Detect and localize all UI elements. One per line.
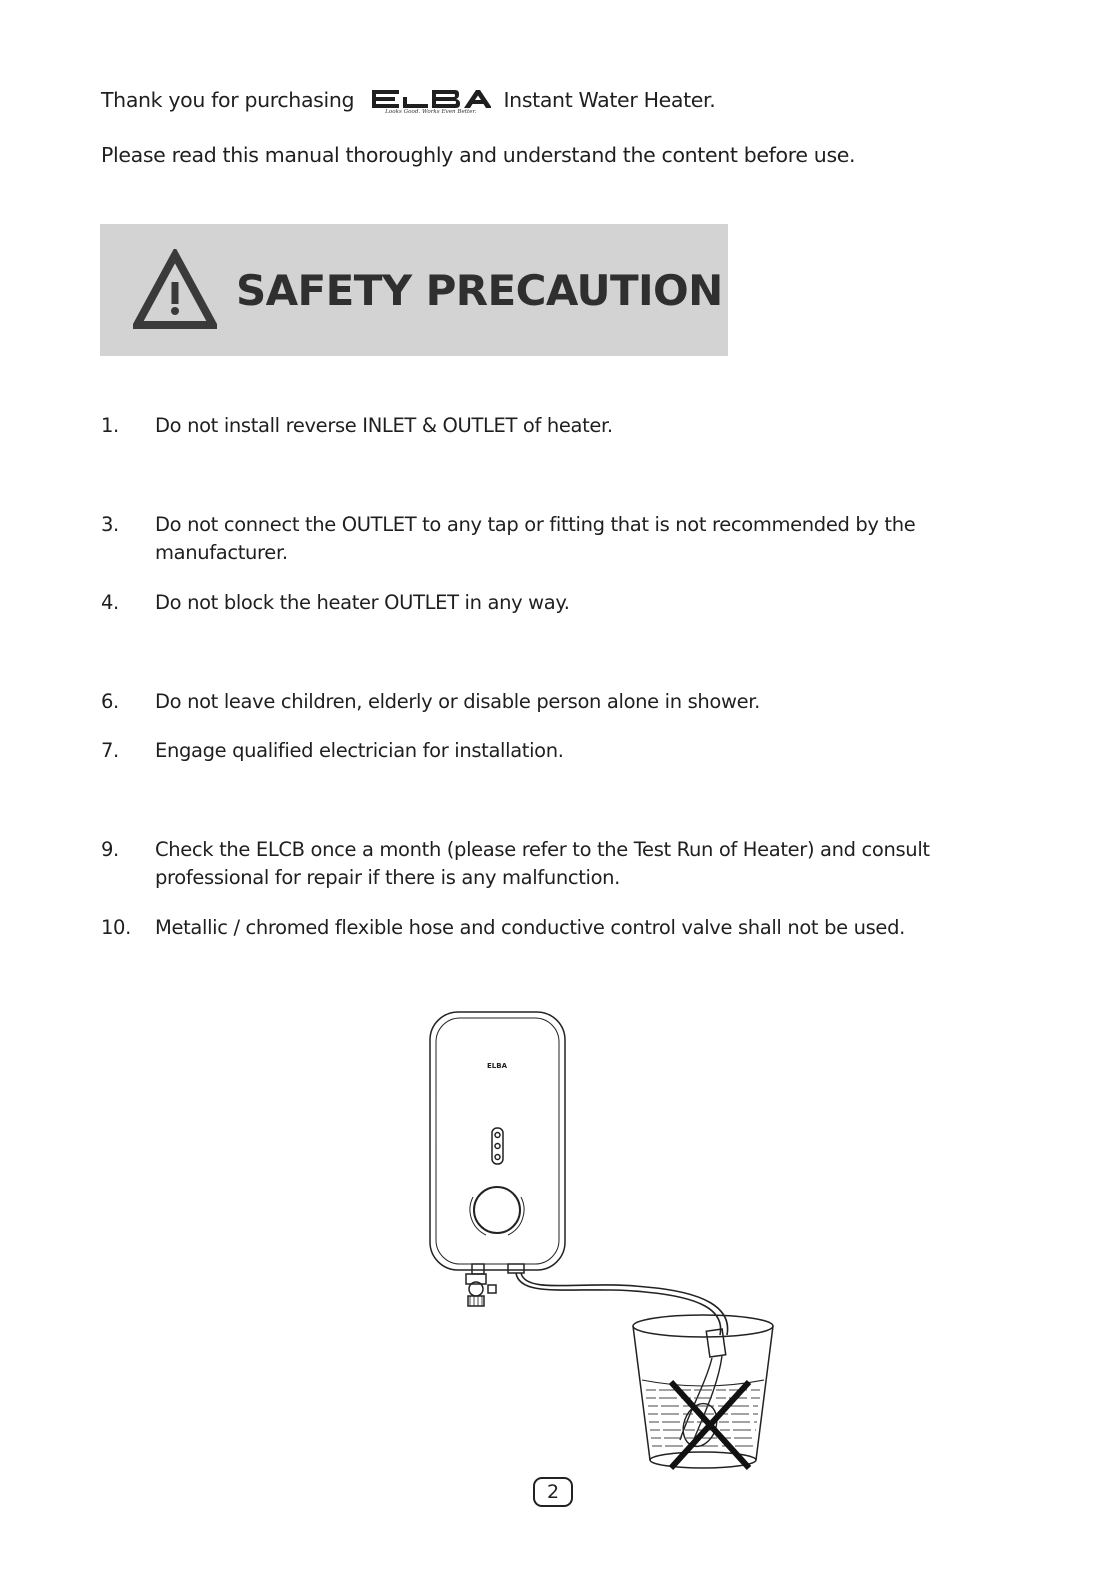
heater-body	[430, 1012, 565, 1270]
precaution-number: 7.	[101, 739, 119, 762]
intro-text-after: Instant Water Heater.	[503, 88, 716, 112]
flexible-hose	[516, 1273, 721, 1335]
warning-triangle-icon	[133, 249, 217, 329]
hose-coupling	[706, 1329, 725, 1357]
intro-line-1	[101, 86, 715, 116]
temperature-knob	[474, 1187, 520, 1233]
safety-banner	[100, 224, 728, 356]
banner-title: SAFETY PRECAUTION	[236, 266, 723, 315]
precaution-text: Check the ELCB once a month (please refer to the Test Run of Heater) and consult professional for repair if there is any malfunction.	[155, 838, 930, 889]
prohibited-x-icon	[671, 1382, 749, 1468]
heater-outlet-illustration	[400, 1000, 800, 1480]
bucket-body	[633, 1326, 773, 1460]
precaution-text: Engage qualified electrician for installation.	[155, 739, 564, 762]
elba-logo-mark	[370, 86, 491, 110]
intro-text-before: Thank you for purchasing	[101, 88, 355, 112]
precaution-number: 6.	[101, 690, 119, 713]
page-number: 2	[533, 1477, 573, 1507]
precaution-text: Do not block the heater OUTLET in any way.	[155, 591, 570, 614]
elba-logo	[370, 86, 491, 116]
outlet-fitting	[508, 1264, 524, 1273]
precaution-number: 4.	[101, 591, 119, 614]
heater-panel	[436, 1018, 559, 1264]
indicator-lights	[492, 1128, 503, 1164]
precaution-text: Do not install reverse INLET & OUTLET of heater.	[155, 414, 613, 437]
precaution-text: Metallic / chromed flexible hose and conductive control valve shall not be used.	[155, 916, 905, 939]
precaution-text: Do not leave children, elderly or disable person alone in shower.	[155, 690, 760, 713]
precaution-number: 9.	[101, 838, 119, 861]
precaution-text: Do not connect the OUTLET to any tap or fitting that is not recommended by the manufacturer.	[155, 513, 916, 564]
inlet-fitting	[472, 1264, 484, 1274]
precaution-number: 3.	[101, 513, 119, 536]
precaution-number: 1.	[101, 414, 119, 437]
intro-line-2: Please read this manual thoroughly and understand the content before use.	[101, 143, 856, 167]
precaution-number: 10.	[101, 916, 131, 939]
brand-tagline: Looks Good. Works Even Better.	[385, 109, 477, 115]
bucket-rim	[633, 1315, 773, 1337]
heater-logo: ELBA	[487, 1062, 507, 1070]
